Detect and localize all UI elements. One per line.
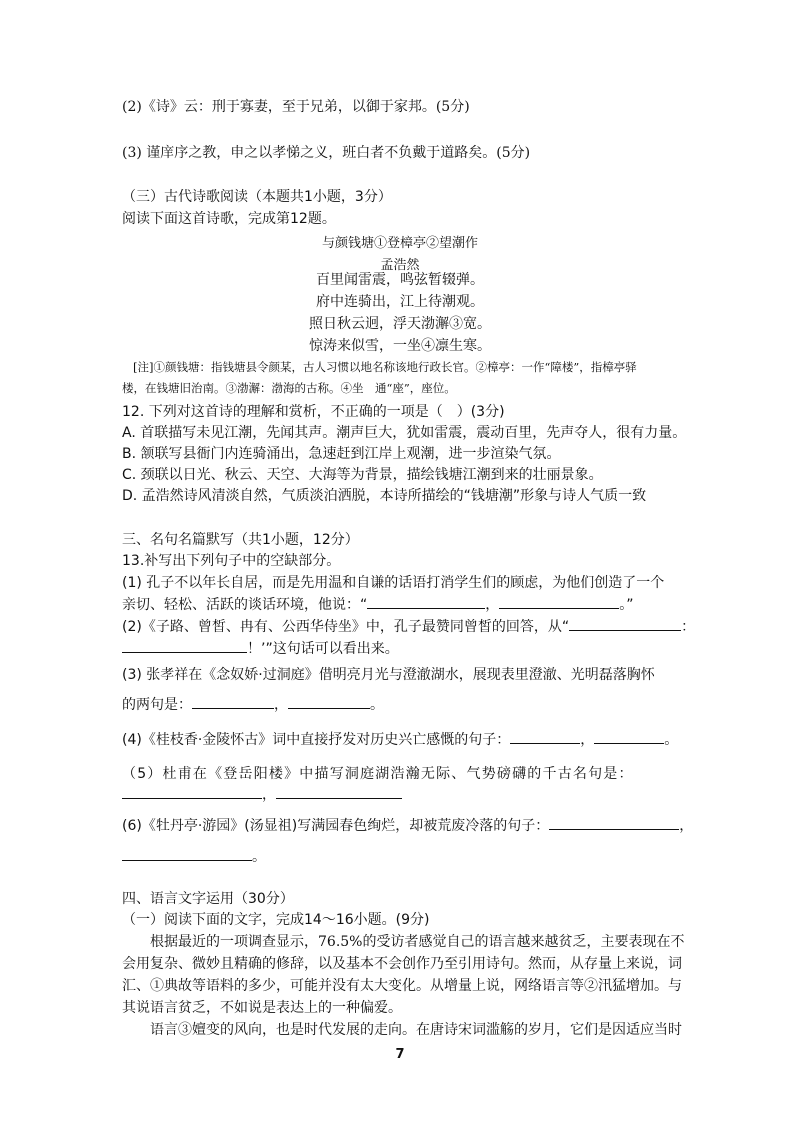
poem-line-1: 百里闻雷震，鸣弦暂辍弹。 [316, 272, 484, 288]
paragraph-line-5: 语言③嬗变的风向，也是时代发展的走向。在唐诗宋词滥觞的岁月，它们是因适应当时 [150, 1022, 682, 1038]
recite-item-5-line-1: （5）杜甫在《登岳阳楼》中描写洞庭湖浩瀚无际、气势磅礴的千古名句是： [122, 766, 634, 782]
poem-title: 与颜钱塘①登樟亭②望潮作 [321, 236, 478, 251]
answer-blank[interactable] [367, 596, 485, 609]
recite-item-1-line-2: 亲切、轻松、活跃的谈话环境，他说：“ ， 。” [122, 597, 634, 613]
recite-item-4: (4)《桂枝香·金陵怀古》词中直接抒发对历史兴亡感慨的句子： ， 。 [122, 732, 679, 748]
page-number: 7 [395, 1047, 405, 1062]
recite-item-2-line-2: ！’”这句话可以看出来。 [122, 638, 399, 658]
option-c: C. 颈联以日光、秋云、天空、大海等为背景，描绘钱塘江潮到来的壮丽景象。 [122, 467, 603, 483]
recite-item-5-line-2: ， [122, 784, 402, 804]
answer-blank[interactable] [276, 786, 402, 799]
poetry-section-heading: （三）古代诗歌阅读（本题共1小题，3分） [122, 189, 392, 205]
paragraph-line-3: 汇、①典故等语料的多少，可能并没有太大变化。从增量上说，网络语言等②汛猛增加。与 [122, 978, 682, 994]
answer-blank[interactable] [594, 731, 664, 744]
answer-blank[interactable] [510, 731, 580, 744]
option-d: D. 孟浩然诗风清淡自然，气质淡泊洒脱，本诗所描绘的“钱塘潮”形象与诗人气质一致 [122, 488, 647, 504]
answer-blank[interactable] [192, 696, 274, 709]
recite-item-3-line-1: (3) 张孝祥在《念奴娇·过洞庭》借明亮月光与澄澈湖水，展现表里澄澈、光明磊落胸怀 [122, 667, 655, 683]
answer-blank[interactable] [288, 696, 370, 709]
question-13: 13.补写出下列句子中的空缺部分。 [122, 553, 341, 569]
recite-item-3-line-2: 的两句是： ， 。 [122, 697, 384, 713]
poem-note-line-1: [注]①颜钱塘：指钱塘县令颜某，古人习惯以地名称该地行政长官。②樟亭：一作“障楼”，指樟亭驿 [133, 360, 637, 374]
answer-blank[interactable] [122, 786, 262, 799]
paragraph-line-4: 其说语言贫乏，不如说是表达上的一种偏爱。 [122, 1000, 402, 1016]
translate-item-3: (3) 谨庠序之教，申之以孝悌之义，班白者不负戴于道路矣。(5分) [122, 145, 531, 161]
language-section-heading: 四、语言文字运用（30分） [122, 891, 294, 907]
recite-item-6-line-2: 。 [122, 846, 266, 866]
poem-line-3: 照日秋云迥，浮天渤澥③宽。 [309, 316, 491, 332]
poem-line-4: 惊涛来似雪，一坐④凛生寒。 [309, 338, 491, 354]
answer-blank[interactable] [549, 817, 679, 830]
recite-item-2-line-1: (2)《子路、曾皙、冉有、公西华侍坐》中，孔子最赞同曾皙的回答，从“ ： [122, 619, 696, 635]
option-b: B. 颔联写县衙门内连骑涌出，急速赶到江岸上观潮，进一步渲染气氛。 [122, 446, 561, 462]
question-12: 12. 下列对这首诗的理解和赏析，不正确的一项是（ ）(3分) [122, 404, 505, 420]
answer-blank[interactable] [122, 640, 247, 653]
recite-section-heading: 三、名句名篇默写（共1小题，12分） [122, 532, 359, 548]
paragraph-line-1: 根据最近的一项调查显示，76.5%的受访者感觉自己的语言越来越贫乏，主要表现在不 [150, 934, 685, 950]
recite-item-6-line-1: (6)《牡丹亭·游园》(汤显祖)写满园春色绚烂，却被荒废冷落的句子： ， [122, 818, 694, 834]
poem-line-2: 府中连骑出，江上待潮观。 [316, 294, 484, 310]
answer-blank[interactable] [499, 596, 619, 609]
poem-author: 孟浩然 [380, 258, 420, 273]
translate-item-2: (2)《诗》云：刑于寡妻，至于兄弟，以御于家邦。(5分) [122, 99, 470, 115]
paragraph-line-2: 会用复杂、微妙且精确的修辞，以及基本不会创作乃至引用诗句。然而，从存量上来说，词 [122, 956, 682, 972]
option-a: A. 首联描写未见江潮，先闻其声。潮声巨大，犹如雷震，震动百里，先声夺人，很有力量。 [122, 425, 687, 441]
poetry-instruction: 阅读下面这首诗歌，完成第12题。 [122, 211, 336, 227]
answer-blank[interactable] [569, 618, 681, 631]
poem-note-line-2: 楼，在钱塘旧治南。③渤澥：渤海的古称。④坐 通“座”，座位。 [122, 381, 456, 395]
language-sub-heading: （一）阅读下面的文字，完成14～16小题。(9分) [122, 912, 430, 928]
recite-item-1-line-1: (1) 孔子不以年长自居，而是先用温和自谦的话语打消学生们的顾虑，为他们创造了一个 [122, 575, 665, 591]
answer-blank[interactable] [122, 848, 252, 861]
